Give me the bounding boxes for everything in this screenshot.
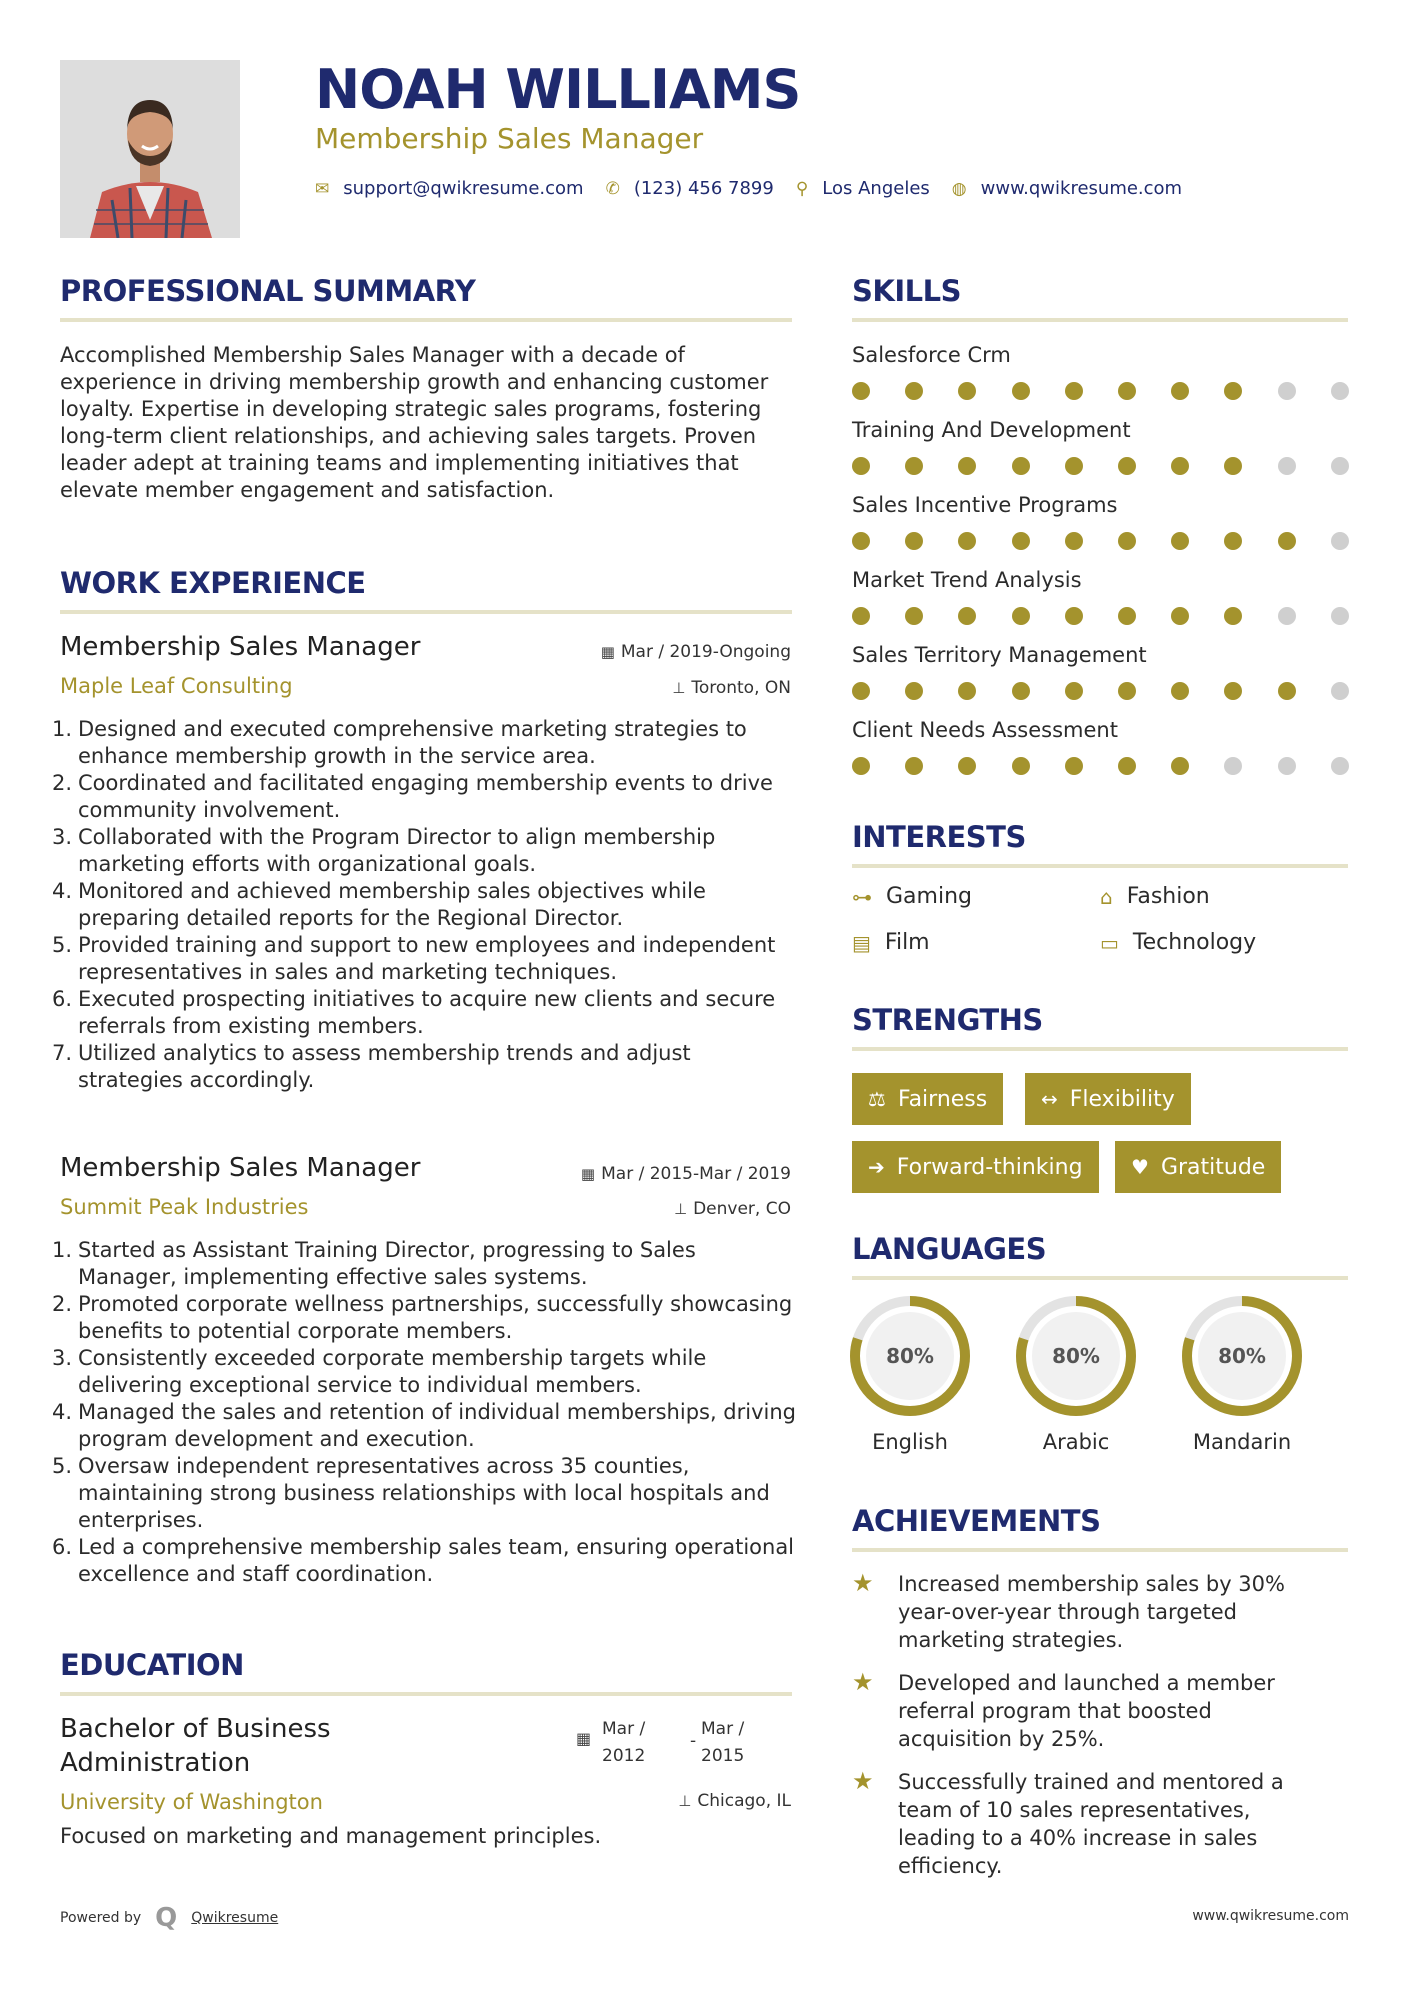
laptop-icon: ▭	[1100, 930, 1119, 955]
skill-rating	[852, 382, 1352, 402]
list-number: 6.	[52, 987, 73, 1011]
skill-dot-filled	[1118, 532, 1136, 550]
gamepad-icon: ⊶	[852, 884, 872, 909]
skill-dot-filled	[1012, 607, 1030, 625]
skill-dot-filled	[905, 532, 923, 550]
footer-website-link[interactable]: www.qwikresume.com	[1192, 1908, 1349, 1924]
interest-item	[1100, 884, 1210, 909]
list-text: Oversaw independent representatives across 35 counties, maintaining strong business relationships with local hospitals and enterprises.	[78, 1454, 770, 1532]
skill-name: Training And Development	[852, 418, 1131, 442]
education-end-date	[701, 1716, 744, 1770]
list-text: Designed and executed comprehensive marketing strategies to enhance membership growth in the service area.	[78, 717, 747, 768]
list-number: 5.	[52, 1454, 73, 1478]
skill-dot-filled	[1012, 757, 1030, 775]
heart-icon: ♥	[1131, 1155, 1149, 1179]
education-end-year: 2015	[701, 1746, 745, 1766]
achievement-text: Developed and launched a member referral program that boosted acquisition by 25%.	[898, 1671, 1275, 1751]
achievement-text: Increased membership sales by 30% year-over-year through targeted marketing strategies.	[898, 1572, 1285, 1652]
pin-icon: ⊥	[674, 1200, 688, 1218]
skill-dot-filled	[958, 757, 976, 775]
strength-label: Gratitude	[1160, 1154, 1266, 1180]
pin-icon: ⊥	[672, 679, 686, 697]
skill-dot-empty	[1331, 682, 1349, 700]
language-name: Mandarin	[1192, 1430, 1292, 1454]
candidate-title: Membership Sales Manager	[315, 122, 704, 155]
skill-dot-filled	[1278, 682, 1296, 700]
qwikresume-logo-icon: Q	[155, 1903, 178, 1933]
skills-heading: SKILLS	[852, 274, 961, 308]
contact-location	[796, 178, 930, 199]
strengths-rule	[852, 1047, 1348, 1051]
language-item	[1011, 1294, 1141, 1454]
skill-dot-filled	[1278, 532, 1296, 550]
skill-dot-filled	[958, 532, 976, 550]
list-text: Executed prospecting initiatives to acquire new clients and secure referrals from existing members.	[78, 987, 776, 1038]
strengths-heading: STRENGTHS	[852, 1003, 1043, 1037]
language-progress-ring	[848, 1294, 972, 1418]
list-item	[52, 932, 797, 986]
work-heading: WORK EXPERIENCE	[60, 566, 366, 600]
contact-phone-text[interactable]: (123) 456 7899	[633, 178, 774, 199]
education-degree: Bachelor of Business Administration	[60, 1714, 331, 1778]
language-percent: 80%	[886, 1344, 934, 1368]
skill-dot-filled	[1171, 532, 1189, 550]
language-item	[845, 1294, 975, 1454]
interest-item	[852, 884, 972, 909]
skill-dot-filled	[1171, 382, 1189, 400]
list-item	[52, 770, 797, 824]
skill-dot-filled	[958, 457, 976, 475]
list-text: Managed the sales and retention of individual memberships, driving program development and execution.	[78, 1400, 797, 1451]
skill-rating	[852, 607, 1352, 627]
phone-icon: ✆	[605, 178, 620, 199]
skill-dot-filled	[1065, 382, 1083, 400]
list-text: Coordinated and facilitated engaging membership events to drive community involvement.	[78, 771, 773, 822]
job-date-text: Mar / 2015-Mar / 2019	[601, 1164, 791, 1184]
strength-label: Fairness	[897, 1086, 988, 1112]
list-item	[52, 1453, 797, 1534]
list-text: Consistently exceeded corporate membership targets while delivering exceptional service to individual members.	[78, 1346, 707, 1397]
language-name: English	[872, 1430, 948, 1454]
list-item	[52, 878, 797, 932]
globe-icon: ◍	[951, 178, 967, 199]
skills-rule	[852, 318, 1348, 322]
summary-text: Accomplished Membership Sales Manager with a decade of experience in driving membership growth and enhancing customer loyalty. Expertise in developing strategic sales programs, fostering long-term client relationships, and achieving sales targets. Proven leader adept at training teams and implementing initiatives that elevate member engagement and satisfaction.	[60, 343, 769, 502]
strength-tag	[852, 1141, 1099, 1193]
skill-dot-filled	[1065, 757, 1083, 775]
list-number: 3.	[52, 1346, 73, 1370]
language-name: Arabic	[1042, 1430, 1110, 1454]
education-description: Focused on marketing and management principles.	[60, 1824, 602, 1848]
calendar-icon: ▦	[580, 1165, 596, 1183]
achievements-rule	[852, 1548, 1348, 1552]
list-item	[52, 716, 797, 770]
skill-dot-filled	[1171, 682, 1189, 700]
list-number: 6.	[52, 1535, 73, 1559]
list-number: 1.	[52, 1238, 73, 1262]
powered-by-label: Powered by	[60, 1910, 142, 1926]
skill-rating	[852, 757, 1352, 777]
envelope-icon: ✉	[315, 178, 330, 199]
skill-rating	[852, 532, 1352, 552]
job-bullets	[52, 716, 797, 1094]
achievements-heading: ACHIEVEMENTS	[852, 1504, 1101, 1538]
profile-photo	[60, 60, 240, 238]
skill-dot-filled	[852, 757, 870, 775]
language-percent: 80%	[1052, 1344, 1100, 1368]
language-percent: 80%	[1218, 1344, 1266, 1368]
list-text: Led a comprehensive membership sales team, ensuring operational excellence and staff coordination.	[78, 1535, 795, 1586]
job-title: Membership Sales Manager	[60, 1153, 421, 1183]
list-number: 4.	[52, 1400, 73, 1424]
footer-brand-link[interactable]: Qwikresume	[191, 1910, 279, 1926]
profile-photo-illustration	[60, 60, 240, 238]
list-item	[52, 1237, 797, 1291]
list-number: 4.	[52, 879, 73, 903]
job-company: Maple Leaf Consulting	[60, 674, 293, 698]
skill-dot-filled	[852, 382, 870, 400]
list-text: Started as Assistant Training Director, progressing to Sales Manager, implementing effective sales systems.	[78, 1238, 696, 1289]
skill-name: Sales Incentive Programs	[852, 493, 1118, 517]
education-location-text: Chicago, IL	[697, 1791, 791, 1811]
job-location-text: Toronto, ON	[691, 678, 791, 698]
skill-dot-filled	[1224, 532, 1242, 550]
contact-bar	[315, 178, 1204, 199]
education-location	[678, 1791, 791, 1811]
skill-dot-empty	[1278, 757, 1296, 775]
skill-dot-filled	[1065, 682, 1083, 700]
job-bullets	[52, 1237, 797, 1588]
job-date-text: Mar / 2019-Ongoing	[620, 642, 791, 662]
star-icon: ★	[852, 1767, 874, 1795]
skill-dot-empty	[1278, 382, 1296, 400]
work-rule	[60, 610, 792, 614]
strength-tag	[1025, 1073, 1191, 1125]
skill-dot-filled	[852, 682, 870, 700]
calendar-icon: ▦	[600, 643, 615, 661]
skill-dot-filled	[1065, 607, 1083, 625]
summary-rule	[60, 318, 792, 322]
skill-dot-filled	[905, 607, 923, 625]
languages-rule	[852, 1276, 1348, 1280]
skill-dot-filled	[958, 682, 976, 700]
interest-label: Technology	[1132, 930, 1257, 955]
skill-dot-filled	[1012, 682, 1030, 700]
education-start-date	[602, 1716, 645, 1770]
contact-location-text: Los Angeles	[822, 178, 930, 199]
achievement-item	[852, 1768, 1322, 1880]
skill-dot-filled	[1224, 682, 1242, 700]
interest-label: Film	[884, 930, 930, 955]
interest-label: Fashion	[1126, 884, 1210, 909]
skill-dot-filled	[1118, 682, 1136, 700]
skill-dot-filled	[852, 532, 870, 550]
languages-heading: LANGUAGES	[852, 1232, 1047, 1266]
language-progress-ring	[1180, 1294, 1304, 1418]
job-location-text: Denver, CO	[693, 1199, 791, 1219]
skill-dot-empty	[1331, 382, 1349, 400]
language-progress-ring	[1014, 1294, 1138, 1418]
skill-rating	[852, 682, 1352, 702]
list-text: Monitored and achieved membership sales objectives while preparing detailed reports for the Regional Director.	[78, 879, 706, 930]
skill-dot-filled	[905, 382, 923, 400]
contact-email-text[interactable]: support@qwikresume.com	[343, 178, 584, 199]
job-title: Membership Sales Manager	[60, 632, 421, 662]
skill-name: Client Needs Assessment	[852, 718, 1118, 742]
education-start-month: Mar /	[602, 1719, 646, 1739]
skill-dot-filled	[1224, 607, 1242, 625]
interest-item	[852, 930, 930, 955]
skill-dot-empty	[1331, 757, 1349, 775]
list-text: Provided training and support to new employees and independent representatives in sales and marketing techniques.	[78, 933, 776, 984]
list-text: Promoted corporate wellness partnerships, successfully showcasing benefits to potential corporate members.	[78, 1292, 793, 1343]
skill-dot-filled	[852, 607, 870, 625]
calendar-icon: ▦	[576, 1729, 592, 1748]
job-location	[674, 1199, 791, 1219]
list-item	[52, 1399, 797, 1453]
contact-website[interactable]	[952, 178, 1182, 199]
education-rule	[60, 1692, 792, 1696]
star-icon: ★	[852, 1569, 874, 1597]
skill-name: Salesforce Crm	[852, 343, 1011, 367]
candidate-name: NOAH WILLIAMS	[315, 58, 801, 121]
skill-dot-empty	[1331, 607, 1349, 625]
contact-phone[interactable]	[606, 178, 774, 199]
footer-powered-by	[60, 1903, 278, 1933]
skill-rating	[852, 457, 1352, 477]
list-number: 7.	[52, 1041, 73, 1065]
skill-dot-filled	[1224, 457, 1242, 475]
skill-dot-filled	[1118, 457, 1136, 475]
skill-dot-filled	[958, 382, 976, 400]
skill-dot-filled	[1224, 382, 1242, 400]
list-item	[52, 986, 797, 1040]
list-number: 2.	[52, 771, 73, 795]
balance-scale-icon: ⚖	[868, 1087, 886, 1111]
list-number: 3.	[52, 825, 73, 849]
contact-email[interactable]	[315, 178, 584, 199]
job-location	[672, 678, 791, 698]
skill-dot-filled	[1118, 607, 1136, 625]
date-separator: -	[690, 1731, 697, 1751]
map-pin-icon: ⚲	[795, 178, 809, 199]
list-item	[52, 1534, 797, 1588]
strength-label: Forward-thinking	[896, 1154, 1083, 1180]
skill-dot-filled	[1012, 382, 1030, 400]
skill-dot-empty	[1278, 457, 1296, 475]
achievement-item	[852, 1570, 1322, 1654]
skill-dot-filled	[905, 457, 923, 475]
list-item	[52, 1291, 797, 1345]
skill-dot-filled	[958, 607, 976, 625]
summary-heading: PROFESSIONAL SUMMARY	[60, 274, 476, 308]
film-icon: ▤	[852, 930, 871, 955]
star-icon: ★	[852, 1668, 874, 1696]
list-text: Utilized analytics to assess membership trends and adjust strategies accordingly.	[78, 1041, 691, 1092]
job-company: Summit Peak Industries	[60, 1195, 309, 1219]
skill-dot-filled	[1065, 532, 1083, 550]
strength-tag	[1115, 1141, 1281, 1193]
education-start-year: 2012	[602, 1746, 646, 1766]
shopping-bag-icon: ⌂	[1100, 884, 1113, 909]
education-heading: EDUCATION	[60, 1648, 244, 1682]
skill-dot-filled	[905, 757, 923, 775]
arrow-right-icon: ➔	[868, 1155, 885, 1179]
list-item	[52, 1345, 797, 1399]
interest-item	[1100, 930, 1256, 955]
interest-label: Gaming	[886, 884, 972, 909]
list-number: 1.	[52, 717, 73, 741]
language-item	[1177, 1294, 1307, 1454]
skill-dot-filled	[1171, 457, 1189, 475]
pin-icon: ⊥	[678, 1792, 692, 1810]
skill-name: Market Trend Analysis	[852, 568, 1082, 592]
achievement-text: Successfully trained and mentored a team of 10 sales representatives, leading to a 40% increase in sales efficiency.	[898, 1770, 1284, 1878]
list-number: 5.	[52, 933, 73, 957]
skill-dot-filled	[1065, 457, 1083, 475]
list-item	[52, 824, 797, 878]
skill-dot-filled	[1118, 757, 1136, 775]
achievement-item	[852, 1669, 1322, 1753]
skill-name: Sales Territory Management	[852, 643, 1147, 667]
job-date	[601, 642, 791, 662]
skill-dot-filled	[1171, 607, 1189, 625]
skill-dot-filled	[1012, 457, 1030, 475]
skill-dot-filled	[905, 682, 923, 700]
skill-dot-empty	[1224, 757, 1242, 775]
strength-label: Flexibility	[1069, 1086, 1175, 1112]
interests-heading: INTERESTS	[852, 820, 1026, 854]
education-school: University of Washington	[60, 1790, 323, 1814]
skill-dot-empty	[1278, 607, 1296, 625]
skill-dot-filled	[852, 457, 870, 475]
skill-dot-filled	[1012, 532, 1030, 550]
skill-dot-empty	[1331, 457, 1349, 475]
job-date	[581, 1164, 791, 1184]
skill-dot-filled	[1171, 757, 1189, 775]
list-number: 2.	[52, 1292, 73, 1316]
education-end-month: Mar /	[701, 1719, 745, 1739]
strength-tag	[852, 1073, 1003, 1125]
interests-rule	[852, 864, 1348, 868]
contact-website-text[interactable]: www.qwikresume.com	[980, 178, 1183, 199]
skill-dot-empty	[1331, 532, 1349, 550]
list-item	[52, 1040, 797, 1094]
arrows-horizontal-icon: ↔	[1041, 1087, 1058, 1111]
list-text: Collaborated with the Program Director to align membership marketing efforts with organizational goals.	[78, 825, 716, 876]
skill-dot-filled	[1118, 382, 1136, 400]
